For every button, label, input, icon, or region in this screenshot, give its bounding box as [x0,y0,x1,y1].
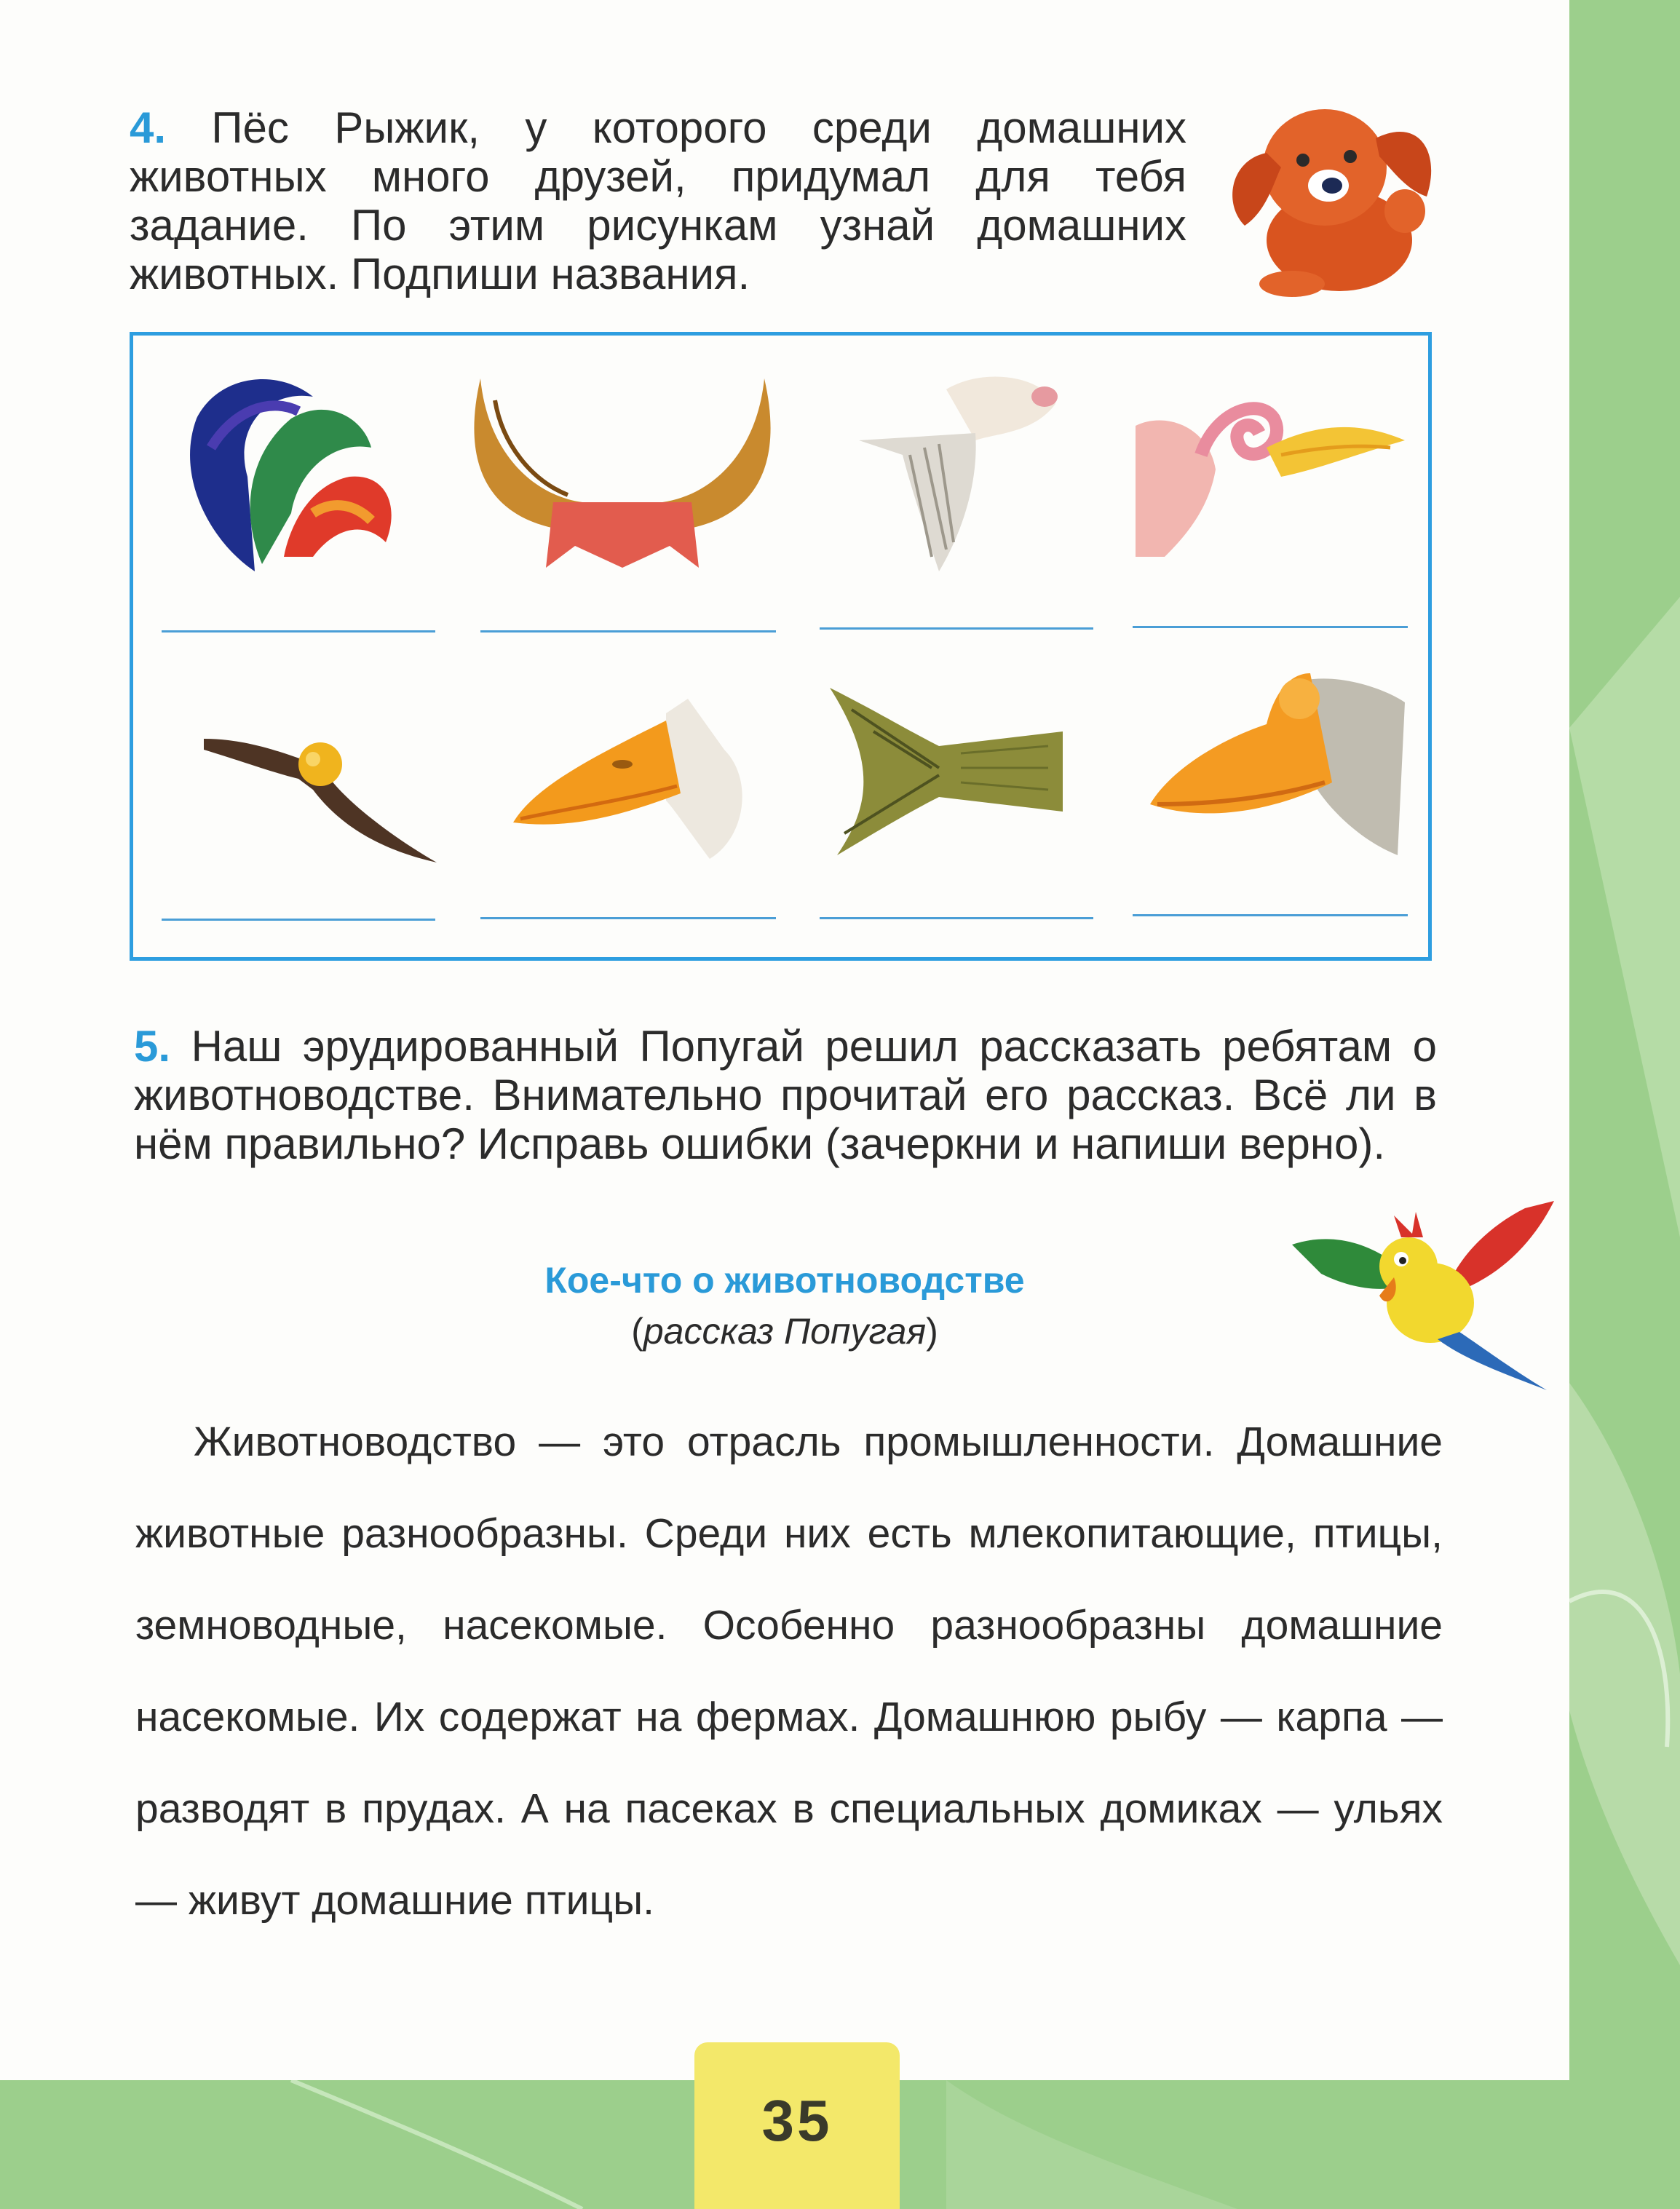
task-5-text: Наш эрудированный Попугай решил рассказать ребятам о животноводстве. Внимательно прочитай его рассказ. Всё ли в нём правильно? Исправь ошибки (зачеркни и напиши верно). [134,1022,1438,1168]
answer-line-2[interactable] [480,630,776,632]
story-subtitle-open: ( [631,1311,643,1352]
answer-line-8[interactable] [1133,914,1408,916]
task-4-number: 4. [130,103,167,152]
dog-ryzhik-icon [1223,87,1441,306]
story-subtitle-text: рассказ Попугая [643,1311,927,1352]
story-subtitle [0,1310,1569,1352]
story-text: Животноводство — это отрасль промышленности. Домашние животные разнообразны. Среди них есть млекопитающие, птицы, земноводные, насекомые. Особенно разнообразны домашние насекомые. Их содержат на фермах. Домашнюю рыбу — карпа — разводят в прудах. А на пасеках в специальных домиках — ульях — живут домашние птицы. [135,1419,1443,1924]
task-4 [130,103,1186,298]
task-5 [134,1022,1437,1168]
answer-line-1[interactable] [162,630,435,632]
duck-beak-icon [506,691,768,859]
page-number-tab [694,2042,900,2209]
task-4-text: Пёс Рыжик, у которого среди домашних животных много друзей, придумал для тебя задание. По этим рисункам узнай домашних животных. Подпиши названия. [130,103,1186,298]
goose-beak-icon [1143,659,1412,870]
story-subtitle-close: ) [926,1311,938,1352]
answer-line-3[interactable] [820,627,1093,630]
page-number: 35 [761,2088,833,2153]
pig-tail-icon [1136,368,1405,557]
bee-leg-icon [197,710,444,870]
answer-line-4[interactable] [1133,626,1408,628]
fish-tail-icon [830,688,1063,855]
story-title: Кое-что о животноводстве [544,1260,1025,1301]
goat-beard-icon [852,360,1070,579]
rooster-tail-icon [167,368,400,586]
answer-line-5[interactable] [162,919,435,921]
answer-line-7[interactable] [820,917,1093,919]
bull-horns-icon [451,357,793,575]
answer-line-6[interactable] [480,917,776,919]
task-5-number: 5. [134,1022,171,1071]
